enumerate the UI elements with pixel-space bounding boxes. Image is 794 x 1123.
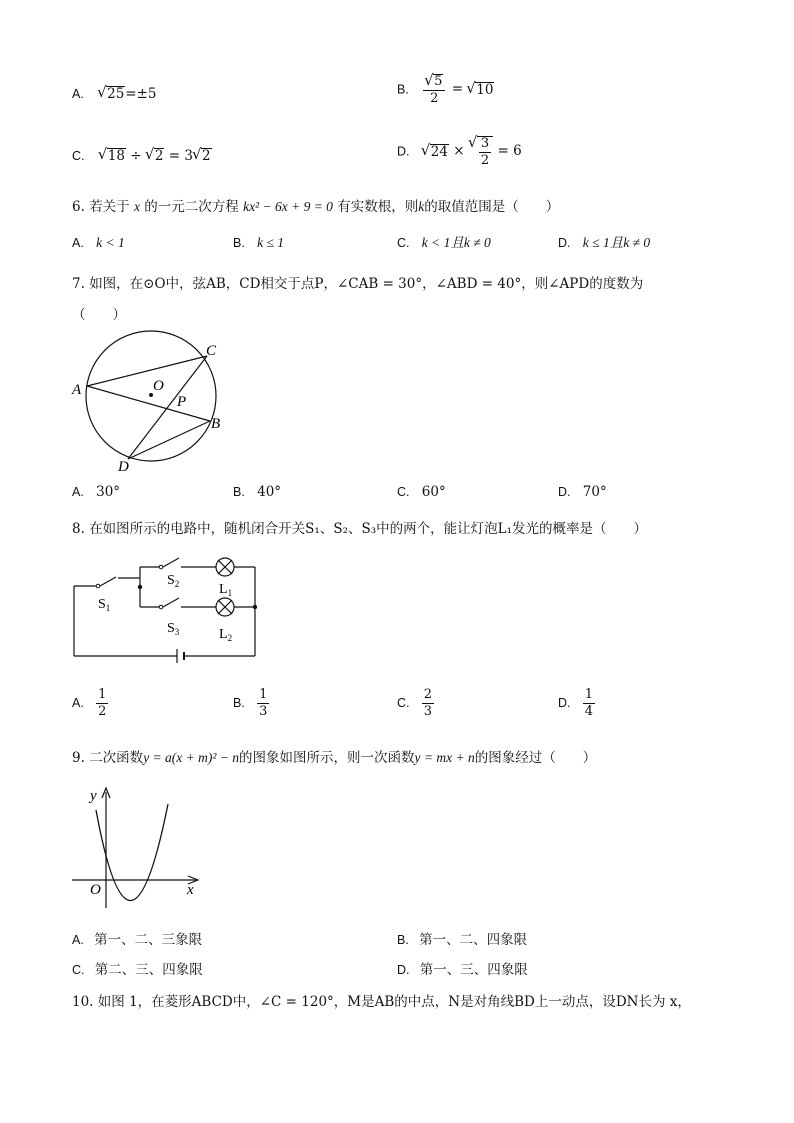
option-label: C. bbox=[397, 236, 410, 250]
q6-option-c bbox=[397, 236, 491, 251]
label-a: A bbox=[72, 382, 82, 398]
s1-contact bbox=[96, 584, 100, 588]
numerator: 2 bbox=[423, 687, 433, 702]
sqrt-24: √ 24 bbox=[430, 144, 449, 160]
chord-ab bbox=[87, 386, 210, 421]
sqrt-fraction bbox=[477, 136, 493, 167]
q6-text: 的取值范围是（ ） bbox=[424, 199, 560, 215]
q7-option-b bbox=[233, 486, 281, 500]
denominator: 2 bbox=[430, 91, 439, 107]
option-fraction bbox=[257, 688, 269, 718]
option-label: D. bbox=[397, 144, 410, 159]
q9-quadratic: y = a(x + m)² − n bbox=[143, 750, 240, 765]
numerator: 1 bbox=[98, 687, 107, 702]
option-text: k ≤ 1 bbox=[257, 235, 285, 250]
equals: = 6 bbox=[497, 142, 522, 159]
q7-circle-figure bbox=[68, 328, 238, 476]
q8-option-b bbox=[233, 688, 271, 718]
q9-text: 的图象经过（ ） bbox=[474, 750, 597, 766]
denominator: 2 bbox=[480, 152, 490, 168]
q5-option-a bbox=[72, 86, 157, 102]
q10-stem bbox=[72, 996, 691, 1010]
chord-db bbox=[128, 421, 210, 459]
q6-text: 若关于 bbox=[89, 199, 130, 215]
q9-option-a bbox=[72, 934, 202, 948]
label-s2: $S_2$ bbox=[167, 573, 180, 589]
denominator: 3 bbox=[259, 703, 268, 719]
option-fraction bbox=[96, 688, 108, 718]
q9-option-c bbox=[72, 964, 203, 978]
option-text: 第一、三、四象限 bbox=[419, 962, 528, 978]
label-s1: $S_1$ bbox=[98, 597, 111, 613]
parabola-curve bbox=[96, 804, 168, 901]
sqrt-18: √ 18 bbox=[107, 148, 126, 164]
q8-option-c bbox=[397, 688, 436, 718]
q6-stem bbox=[72, 200, 559, 215]
q6-equation: kx² − 6x + 9 = 0 bbox=[243, 199, 333, 214]
q9-parabola-figure bbox=[68, 784, 208, 914]
switch-s1-blade bbox=[100, 577, 116, 586]
junction-right bbox=[253, 605, 257, 609]
option-label: B. bbox=[233, 485, 245, 499]
sqrt-2b: √ 2 bbox=[201, 148, 212, 164]
q7-option-a bbox=[72, 486, 120, 500]
option-text: 30° bbox=[96, 484, 121, 500]
label-x: x bbox=[187, 882, 194, 898]
label-o: O bbox=[153, 378, 164, 394]
option-text: 70° bbox=[582, 484, 607, 500]
q8-stem bbox=[72, 523, 647, 537]
denominator: 4 bbox=[584, 703, 594, 719]
q7-option-c bbox=[397, 486, 446, 500]
q9-stem bbox=[72, 751, 596, 766]
label-origin: O bbox=[90, 882, 101, 898]
option-text: 第一、二、四象限 bbox=[419, 932, 528, 948]
option-label: B. bbox=[397, 82, 409, 97]
option-label: D. bbox=[558, 695, 571, 710]
option-text: 第一、二、三象限 bbox=[94, 932, 203, 948]
switch-s3-blade bbox=[163, 598, 179, 607]
option-text: 40° bbox=[257, 484, 282, 500]
label-s3: $S_3$ bbox=[167, 621, 180, 637]
numerator: 1 bbox=[259, 687, 268, 702]
label-p: P bbox=[177, 394, 187, 410]
option-label: B. bbox=[397, 933, 409, 947]
numerator: 1 bbox=[584, 687, 594, 702]
q8-text: 在如图所示的电路中，随机闭合开关S₁、S₂、S₃中的两个，能让灯泡L₁发光的概率是（ ） bbox=[89, 521, 648, 537]
q6-text: 的一元二次方程 bbox=[144, 199, 239, 215]
equals: = bbox=[451, 81, 463, 98]
numerator: √ 3 bbox=[480, 136, 490, 151]
option-fraction bbox=[422, 688, 434, 718]
question-number: 9. bbox=[72, 750, 85, 766]
option-label: B. bbox=[233, 695, 245, 710]
sqrt-2: √ 2 bbox=[154, 148, 165, 164]
q10-text: 如图 1，在菱形ABCD中，∠C = 120°，M是AB的中点，N是对角线BD上一动点，设DN长为 x， bbox=[97, 994, 691, 1010]
times-sign: × bbox=[453, 142, 465, 159]
option-fraction bbox=[583, 688, 595, 718]
q8-circuit-figure bbox=[70, 556, 270, 664]
equals: = 3 bbox=[168, 148, 193, 164]
q5-option-d bbox=[397, 136, 522, 167]
option-label: D. bbox=[397, 963, 410, 977]
option-label: A. bbox=[72, 695, 84, 710]
option-label: A. bbox=[72, 236, 84, 250]
q8-option-a bbox=[72, 688, 110, 718]
option-label: A. bbox=[72, 485, 84, 499]
option-label: D. bbox=[558, 236, 571, 250]
q6-text: 有实数根，则 bbox=[337, 199, 419, 215]
option-label: C. bbox=[397, 695, 410, 710]
switch-s2-blade bbox=[163, 558, 179, 567]
q9-text: 二次函数 bbox=[89, 750, 144, 766]
question-number: 8. bbox=[72, 521, 85, 537]
q7-text: 如图，在⊙O中，弦AB，CD相交于点P，∠CAB = 30°，∠ABD = 40°，则∠APD的度数为 bbox=[89, 276, 644, 292]
label-c: C bbox=[206, 343, 217, 359]
q7-stem bbox=[72, 278, 643, 292]
label-b: B bbox=[211, 416, 221, 432]
sqrt-10: √ 10 bbox=[475, 82, 494, 98]
junction-left bbox=[138, 585, 142, 589]
chord-ac bbox=[87, 356, 207, 386]
divide-sign: ÷ bbox=[130, 148, 142, 164]
option-label: C. bbox=[72, 963, 85, 977]
q9-option-d bbox=[397, 964, 528, 978]
option-text: k < 1且k ≠ 0 bbox=[421, 235, 491, 250]
question-number: 10. bbox=[72, 994, 94, 1010]
q6-option-b bbox=[233, 236, 284, 251]
q5-option-c bbox=[72, 148, 212, 164]
q9-text: 的图象如图所示，则一次函数 bbox=[239, 750, 415, 766]
option-label: A. bbox=[72, 87, 84, 101]
q5b-fraction bbox=[423, 74, 445, 106]
s2-contact bbox=[159, 565, 163, 569]
sqrt-5: √ 5 bbox=[433, 74, 443, 89]
option-text: 60° bbox=[421, 484, 446, 500]
option-text: 第二、三、四象限 bbox=[94, 962, 203, 978]
option-text: k < 1 bbox=[96, 235, 125, 250]
q7-paren: （ ） bbox=[72, 307, 126, 323]
var-k: k bbox=[418, 199, 425, 214]
q7-option-d bbox=[558, 486, 607, 500]
option-label: A. bbox=[72, 933, 84, 947]
q8-option-d bbox=[558, 688, 597, 718]
option-text: k ≤ 1且k ≠ 0 bbox=[582, 235, 651, 250]
q6-option-a bbox=[72, 236, 125, 251]
q9-option-b bbox=[397, 934, 527, 948]
option-label: D. bbox=[558, 485, 571, 499]
denominator: 2 bbox=[98, 703, 107, 719]
sqrt-25: √ 25 bbox=[106, 86, 125, 102]
var-x: x bbox=[133, 199, 140, 214]
option-label: B. bbox=[233, 236, 245, 250]
label-y: y bbox=[90, 788, 97, 804]
option-label: C. bbox=[72, 149, 85, 163]
label-l1: $L_1$ bbox=[219, 582, 233, 598]
question-number: 7. bbox=[72, 276, 85, 292]
label-l2: $L_2$ bbox=[219, 627, 233, 643]
label-d: D bbox=[118, 459, 129, 475]
q9-linear: y = mx + n bbox=[414, 750, 475, 765]
q5a-rest: =±5 bbox=[125, 86, 157, 102]
s3-contact bbox=[159, 605, 163, 609]
question-number: 6. bbox=[72, 199, 85, 215]
option-label: C. bbox=[397, 485, 410, 499]
q5-option-b bbox=[397, 74, 494, 106]
denominator: 3 bbox=[423, 703, 433, 719]
q6-option-d bbox=[558, 236, 650, 251]
